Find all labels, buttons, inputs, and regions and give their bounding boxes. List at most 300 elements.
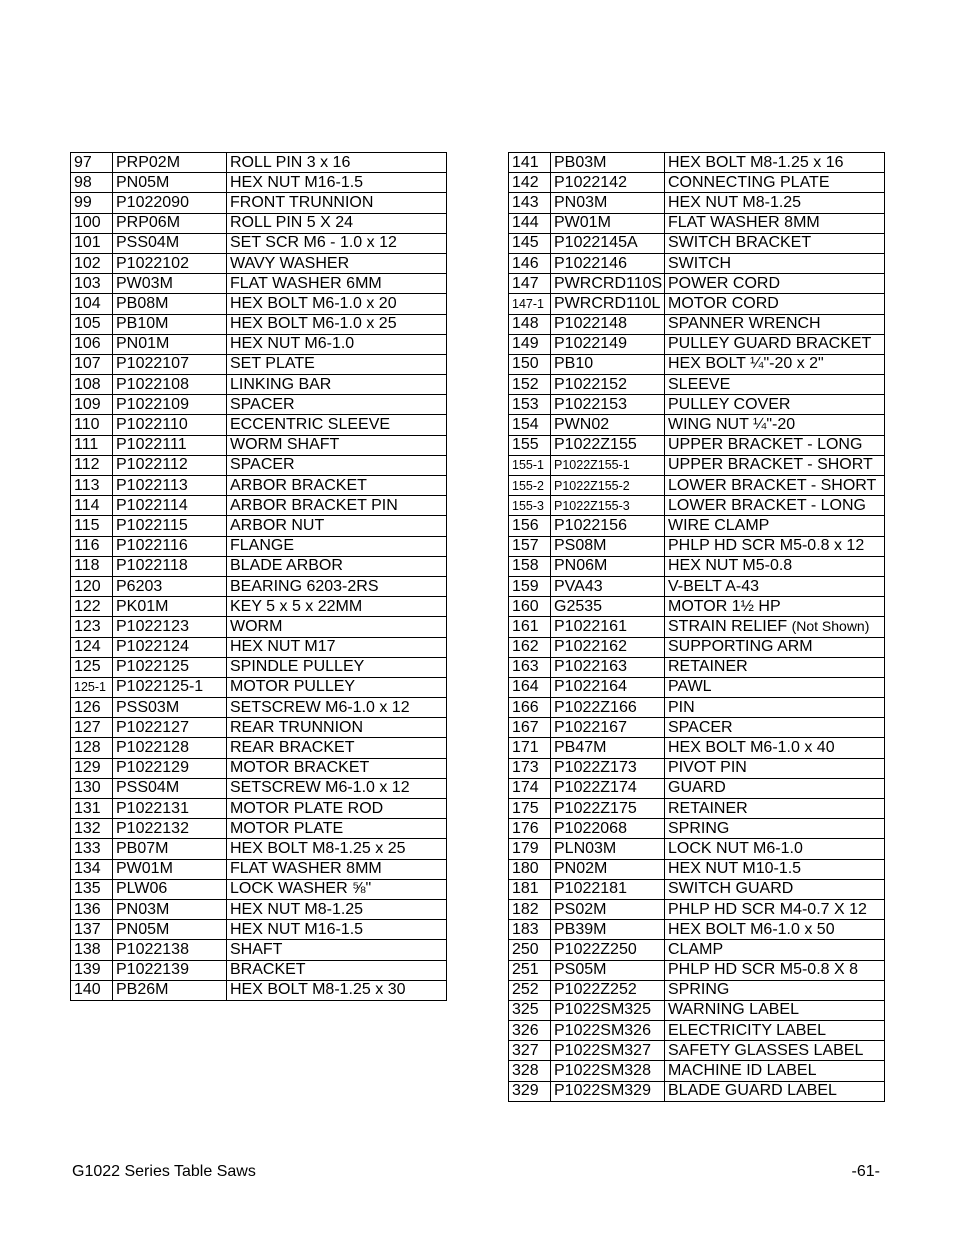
description-cell: SETSCREW M6-1.0 x 12 — [227, 698, 447, 718]
part-number-cell: P1022124 — [113, 637, 227, 657]
parts-table-right-body — [509, 153, 885, 1102]
description-cell: HEX NUT M16-1.5 — [227, 173, 447, 193]
table-row — [509, 153, 885, 173]
table-row — [71, 233, 447, 253]
ref-number-cell: 135 — [71, 879, 113, 899]
table-row — [71, 496, 447, 516]
ref-number-cell: 122 — [71, 597, 113, 617]
ref-number-cell: 115 — [71, 516, 113, 536]
ref-number-cell: 175 — [509, 799, 551, 819]
ref-number-cell: 111 — [71, 435, 113, 455]
description-cell: FLAT WASHER 8MM — [665, 213, 885, 233]
description-cell: SET PLATE — [227, 354, 447, 374]
ref-number-cell: 155-2 — [509, 476, 551, 496]
part-number-cell: PN02M — [551, 859, 665, 879]
description-cell: SPACER — [665, 718, 885, 738]
table-row — [71, 718, 447, 738]
description-cell: SET SCR M6 - 1.0 x 12 — [227, 233, 447, 253]
ref-number-cell: 329 — [509, 1081, 551, 1101]
ref-number-cell: 139 — [71, 960, 113, 980]
part-number-cell: PB03M — [551, 153, 665, 173]
part-number-cell: P1022Z155-2 — [551, 476, 665, 496]
description-cell: HEX BOLT M8-1.25 x 30 — [227, 980, 447, 1000]
table-row — [509, 294, 885, 314]
table-row — [509, 899, 885, 919]
part-number-cell: P1022123 — [113, 617, 227, 637]
description-cell: HEX BOLT M8-1.25 x 16 — [665, 153, 885, 173]
part-number-cell: PW01M — [551, 213, 665, 233]
part-number-cell: PB08M — [113, 294, 227, 314]
part-number-cell: PS02M — [551, 899, 665, 919]
part-number-cell: PN03M — [551, 193, 665, 213]
ref-number-cell: 161 — [509, 617, 551, 637]
part-number-cell: P1022Z155 — [551, 435, 665, 455]
part-number-cell: P1022107 — [113, 354, 227, 374]
description-cell: ROLL PIN 5 X 24 — [227, 213, 447, 233]
ref-number-cell: 125 — [71, 657, 113, 677]
table-row — [71, 839, 447, 859]
ref-number-cell: 160 — [509, 597, 551, 617]
table-row — [509, 597, 885, 617]
description-cell: SPACER — [227, 455, 447, 475]
description-cell: PHLP HD SCR M5-0.8 x 12 — [665, 536, 885, 556]
table-row — [509, 536, 885, 556]
ref-number-cell: 159 — [509, 576, 551, 596]
table-row — [509, 576, 885, 596]
part-number-cell: P1022118 — [113, 556, 227, 576]
description-cell: PHLP HD SCR M4-0.7 X 12 — [665, 899, 885, 919]
table-row — [509, 233, 885, 253]
ref-number-cell: 166 — [509, 698, 551, 718]
part-number-cell: P1022109 — [113, 395, 227, 415]
ref-number-cell: 113 — [71, 476, 113, 496]
table-row — [509, 980, 885, 1000]
part-number-cell: P1022Z155-1 — [551, 455, 665, 475]
part-number-cell: G2535 — [551, 597, 665, 617]
ref-number-cell: 108 — [71, 375, 113, 395]
ref-number-cell: 158 — [509, 556, 551, 576]
parts-table-left-body — [71, 153, 447, 1001]
table-row — [71, 314, 447, 334]
table-row — [509, 516, 885, 536]
part-number-cell: P1022153 — [551, 395, 665, 415]
footer-title: G1022 Series Table Saws — [72, 1163, 256, 1180]
description-cell: PHLP HD SCR M5-0.8 X 8 — [665, 960, 885, 980]
ref-number-cell: 157 — [509, 536, 551, 556]
description-cell: SPACER — [227, 395, 447, 415]
part-number-cell: P1022090 — [113, 193, 227, 213]
table-row — [509, 354, 885, 374]
table-row — [509, 455, 885, 475]
part-number-cell: P1022125 — [113, 657, 227, 677]
part-number-cell: P1022114 — [113, 496, 227, 516]
part-number-cell: P1022SM326 — [551, 1021, 665, 1041]
description-cell: MOTOR PLATE — [227, 819, 447, 839]
part-number-cell: PN05M — [113, 920, 227, 940]
description-cell: HEX NUT M5-0.8 — [665, 556, 885, 576]
description-cell: HEX NUT M16-1.5 — [227, 920, 447, 940]
table-row — [71, 657, 447, 677]
ref-number-cell: 152 — [509, 375, 551, 395]
table-row — [509, 778, 885, 798]
part-number-cell: PB26M — [113, 980, 227, 1000]
ref-number-cell: 250 — [509, 940, 551, 960]
part-number-cell: P1022SM328 — [551, 1061, 665, 1081]
table-row — [71, 334, 447, 354]
ref-number-cell: 252 — [509, 980, 551, 1000]
ref-number-cell: 173 — [509, 758, 551, 778]
description-cell: ARBOR BRACKET PIN — [227, 496, 447, 516]
description-cell: BLADE ARBOR — [227, 556, 447, 576]
table-row — [71, 920, 447, 940]
ref-number-cell: 144 — [509, 213, 551, 233]
part-number-cell: P1022Z173 — [551, 758, 665, 778]
ref-number-cell: 100 — [71, 213, 113, 233]
part-number-cell: P1022Z155-3 — [551, 496, 665, 516]
table-row — [71, 980, 447, 1000]
table-row — [71, 173, 447, 193]
table-row — [509, 940, 885, 960]
part-number-cell: P1022SM329 — [551, 1081, 665, 1101]
description-cell: FLANGE — [227, 536, 447, 556]
table-row — [71, 879, 447, 899]
description-cell: SUPPORTING ARM — [665, 637, 885, 657]
part-number-cell: P1022Z174 — [551, 778, 665, 798]
part-number-cell: PVA43 — [551, 576, 665, 596]
description-cell: HEX NUT M8-1.25 — [665, 193, 885, 213]
table-row — [509, 960, 885, 980]
table-row — [71, 354, 447, 374]
ref-number-cell: 142 — [509, 173, 551, 193]
ref-number-cell: 147-1 — [509, 294, 551, 314]
part-number-cell: P1022108 — [113, 375, 227, 395]
ref-number-cell: 171 — [509, 738, 551, 758]
table-row — [71, 213, 447, 233]
part-number-cell: PLN03M — [551, 839, 665, 859]
description-cell: BLADE GUARD LABEL — [665, 1081, 885, 1101]
ref-number-cell: 118 — [71, 556, 113, 576]
ref-number-cell: 145 — [509, 233, 551, 253]
table-row — [71, 375, 447, 395]
part-number-cell: PN05M — [113, 173, 227, 193]
part-number-cell: P1022Z250 — [551, 940, 665, 960]
part-number-cell: PN01M — [113, 334, 227, 354]
ref-number-cell: 155-3 — [509, 496, 551, 516]
table-row — [71, 193, 447, 213]
description-cell: ROLL PIN 3 x 16 — [227, 153, 447, 173]
ref-number-cell: 138 — [71, 940, 113, 960]
description-cell: ECCENTRIC SLEEVE — [227, 415, 447, 435]
description-cell: FLAT WASHER 6MM — [227, 274, 447, 294]
ref-number-cell: 120 — [71, 576, 113, 596]
ref-number-cell: 155-1 — [509, 455, 551, 475]
table-row — [71, 738, 447, 758]
description-cell: SHAFT — [227, 940, 447, 960]
part-number-cell: P1022102 — [113, 253, 227, 273]
table-row — [71, 940, 447, 960]
description-text: STRAIN RELIEF — [668, 618, 792, 636]
ref-number-cell: 183 — [509, 920, 551, 940]
ref-number-cell: 154 — [509, 415, 551, 435]
ref-number-cell: 147 — [509, 274, 551, 294]
description-cell: UPPER BRACKET - LONG — [665, 435, 885, 455]
description-cell: PULLEY GUARD BRACKET — [665, 334, 885, 354]
description-cell: RETAINER — [665, 799, 885, 819]
table-row — [71, 294, 447, 314]
description-cell: LINKING BAR — [227, 375, 447, 395]
description-cell: MOTOR BRACKET — [227, 758, 447, 778]
description-cell: HEX BOLT M8-1.25 x 25 — [227, 839, 447, 859]
description-cell: MOTOR 1½ HP — [665, 597, 885, 617]
part-number-cell: PWRCRD110S — [551, 274, 665, 294]
description-cell: MOTOR CORD — [665, 294, 885, 314]
part-number-cell: P1022142 — [551, 173, 665, 193]
table-row — [509, 375, 885, 395]
description-cell: SWITCH BRACKET — [665, 233, 885, 253]
part-number-cell: PRP02M — [113, 153, 227, 173]
table-row — [509, 496, 885, 516]
part-number-cell: PWN02 — [551, 415, 665, 435]
description-cell: ELECTRICITY LABEL — [665, 1021, 885, 1041]
ref-number-cell: 109 — [71, 395, 113, 415]
table-row — [71, 253, 447, 273]
description-cell: LOCK WASHER ⅝" — [227, 879, 447, 899]
table-row — [509, 415, 885, 435]
ref-number-cell: 328 — [509, 1061, 551, 1081]
part-number-cell: P1022162 — [551, 637, 665, 657]
description-cell: GUARD — [665, 778, 885, 798]
table-row — [71, 597, 447, 617]
ref-number-cell: 103 — [71, 274, 113, 294]
ref-number-cell: 146 — [509, 253, 551, 273]
ref-number-cell: 97 — [71, 153, 113, 173]
part-number-cell: P1022110 — [113, 415, 227, 435]
description-cell: V-BELT A-43 — [665, 576, 885, 596]
part-number-cell: PB39M — [551, 920, 665, 940]
description-cell: LOWER BRACKET - LONG — [665, 496, 885, 516]
table-row — [71, 415, 447, 435]
part-number-cell: PB07M — [113, 839, 227, 859]
description-cell: SWITCH — [665, 253, 885, 273]
table-row — [509, 677, 885, 697]
description-cell: HEX NUT M6-1.0 — [227, 334, 447, 354]
part-number-cell: P1022SM327 — [551, 1041, 665, 1061]
part-number-cell: PS05M — [551, 960, 665, 980]
part-number-cell: P1022164 — [551, 677, 665, 697]
description-cell: HEX BOLT ¼"-20 x 2" — [665, 354, 885, 374]
part-number-cell: P1022145A — [551, 233, 665, 253]
table-row — [71, 617, 447, 637]
table-row — [71, 819, 447, 839]
ref-number-cell: 143 — [509, 193, 551, 213]
part-number-cell: P1022181 — [551, 879, 665, 899]
description-cell: HEX NUT M8-1.25 — [227, 899, 447, 919]
ref-number-cell: 99 — [71, 193, 113, 213]
table-row — [509, 173, 885, 193]
part-number-cell: P1022115 — [113, 516, 227, 536]
table-row — [509, 799, 885, 819]
ref-number-cell: 134 — [71, 859, 113, 879]
ref-number-cell: 128 — [71, 738, 113, 758]
ref-number-cell: 133 — [71, 839, 113, 859]
description-cell: REAR TRUNNION — [227, 718, 447, 738]
description-cell: SPINDLE PULLEY — [227, 657, 447, 677]
description-cell: SWITCH GUARD — [665, 879, 885, 899]
ref-number-cell: 150 — [509, 354, 551, 374]
table-row — [509, 859, 885, 879]
table-row — [509, 738, 885, 758]
part-number-cell: PSS03M — [113, 698, 227, 718]
description-cell: SPANNER WRENCH — [665, 314, 885, 334]
table-row — [71, 758, 447, 778]
part-number-cell: PK01M — [113, 597, 227, 617]
part-number-cell: P1022163 — [551, 657, 665, 677]
part-number-cell: P1022127 — [113, 718, 227, 738]
table-row — [509, 213, 885, 233]
table-row — [71, 778, 447, 798]
part-number-cell: PLW06 — [113, 879, 227, 899]
part-number-cell: P1022128 — [113, 738, 227, 758]
ref-number-cell: 129 — [71, 758, 113, 778]
part-number-cell: P1022152 — [551, 375, 665, 395]
ref-number-cell: 149 — [509, 334, 551, 354]
table-row — [509, 274, 885, 294]
table-row — [509, 879, 885, 899]
parts-table-right — [508, 152, 885, 1102]
description-cell: LOWER BRACKET - SHORT — [665, 476, 885, 496]
description-cell: PIVOT PIN — [665, 758, 885, 778]
description-cell: UPPER BRACKET - SHORT — [665, 455, 885, 475]
ref-number-cell: 251 — [509, 960, 551, 980]
table-row — [71, 274, 447, 294]
ref-number-cell: 164 — [509, 677, 551, 697]
part-number-cell: PB10 — [551, 354, 665, 374]
table-row — [509, 435, 885, 455]
table-row — [509, 395, 885, 415]
ref-number-cell: 106 — [71, 334, 113, 354]
part-number-cell: P1022116 — [113, 536, 227, 556]
description-cell: MOTOR PULLEY — [227, 677, 447, 697]
ref-number-cell: 98 — [71, 173, 113, 193]
description-cell: BRACKET — [227, 960, 447, 980]
description-cell: SPRING — [665, 819, 885, 839]
table-row — [71, 536, 447, 556]
description-cell: HEX BOLT M6-1.0 x 20 — [227, 294, 447, 314]
ref-number-cell: 179 — [509, 839, 551, 859]
part-number-cell: PSS04M — [113, 233, 227, 253]
description-cell: MOTOR PLATE ROD — [227, 799, 447, 819]
part-number-cell: P1022149 — [551, 334, 665, 354]
ref-number-cell: 102 — [71, 253, 113, 273]
description-cell: SETSCREW M6-1.0 x 12 — [227, 778, 447, 798]
ref-number-cell: 107 — [71, 354, 113, 374]
part-number-cell: P1022148 — [551, 314, 665, 334]
table-row — [509, 617, 885, 637]
part-number-cell: PW01M — [113, 859, 227, 879]
ref-number-cell: 163 — [509, 657, 551, 677]
part-number-cell: PSS04M — [113, 778, 227, 798]
page-number: -61- — [851, 1163, 880, 1180]
ref-number-cell: 327 — [509, 1041, 551, 1061]
part-number-cell: P1022167 — [551, 718, 665, 738]
description-cell: CLAMP — [665, 940, 885, 960]
description-cell: HEX BOLT M6-1.0 x 25 — [227, 314, 447, 334]
ref-number-cell: 181 — [509, 879, 551, 899]
table-row — [509, 657, 885, 677]
description-cell: CONNECTING PLATE — [665, 173, 885, 193]
description-cell: LOCK NUT M6-1.0 — [665, 839, 885, 859]
description-cell: POWER CORD — [665, 274, 885, 294]
part-number-cell: P1022112 — [113, 455, 227, 475]
table-row — [509, 637, 885, 657]
table-row — [509, 920, 885, 940]
table-row — [71, 799, 447, 819]
ref-number-cell: 153 — [509, 395, 551, 415]
table-row — [71, 395, 447, 415]
table-row — [509, 758, 885, 778]
ref-number-cell: 130 — [71, 778, 113, 798]
description-cell: FLAT WASHER 8MM — [227, 859, 447, 879]
description-cell: HEX NUT M17 — [227, 637, 447, 657]
table-row — [509, 253, 885, 273]
table-row — [71, 516, 447, 536]
part-number-cell: P1022138 — [113, 940, 227, 960]
table-row — [509, 476, 885, 496]
ref-number-cell: 136 — [71, 899, 113, 919]
part-number-cell: P1022SM325 — [551, 1000, 665, 1020]
part-number-cell: P1022132 — [113, 819, 227, 839]
part-number-cell: PRP06M — [113, 213, 227, 233]
description-cell: WARNING LABEL — [665, 1000, 885, 1020]
part-number-cell: PW03M — [113, 274, 227, 294]
table-row — [71, 859, 447, 879]
part-number-cell: P1022139 — [113, 960, 227, 980]
description-cell — [665, 617, 885, 637]
description-cell: WORM SHAFT — [227, 435, 447, 455]
ref-number-cell: 104 — [71, 294, 113, 314]
part-number-cell: PS08M — [551, 536, 665, 556]
ref-number-cell: 326 — [509, 1021, 551, 1041]
part-number-cell: P1022125-1 — [113, 677, 227, 697]
description-cell: SAFETY GLASSES LABEL — [665, 1041, 885, 1061]
description-cell: RETAINER — [665, 657, 885, 677]
table-row — [71, 556, 447, 576]
description-cell: FRONT TRUNNION — [227, 193, 447, 213]
table-row — [509, 698, 885, 718]
ref-number-cell: 105 — [71, 314, 113, 334]
ref-number-cell: 116 — [71, 536, 113, 556]
part-number-cell: P1022068 — [551, 819, 665, 839]
table-row — [71, 476, 447, 496]
ref-number-cell: 112 — [71, 455, 113, 475]
table-row — [71, 637, 447, 657]
ref-number-cell: 174 — [509, 778, 551, 798]
ref-number-cell: 101 — [71, 233, 113, 253]
part-number-cell: P1022Z166 — [551, 698, 665, 718]
description-cell: HEX BOLT M6-1.0 x 50 — [665, 920, 885, 940]
ref-number-cell: 182 — [509, 899, 551, 919]
description-cell: SPRING — [665, 980, 885, 1000]
ref-number-cell: 155 — [509, 435, 551, 455]
table-row — [509, 556, 885, 576]
description-cell: PIN — [665, 698, 885, 718]
ref-number-cell: 167 — [509, 718, 551, 738]
description-cell: HEX BOLT M6-1.0 x 40 — [665, 738, 885, 758]
description-cell: ARBOR NUT — [227, 516, 447, 536]
table-row — [509, 819, 885, 839]
ref-number-cell: 123 — [71, 617, 113, 637]
description-cell: KEY 5 x 5 x 22MM — [227, 597, 447, 617]
